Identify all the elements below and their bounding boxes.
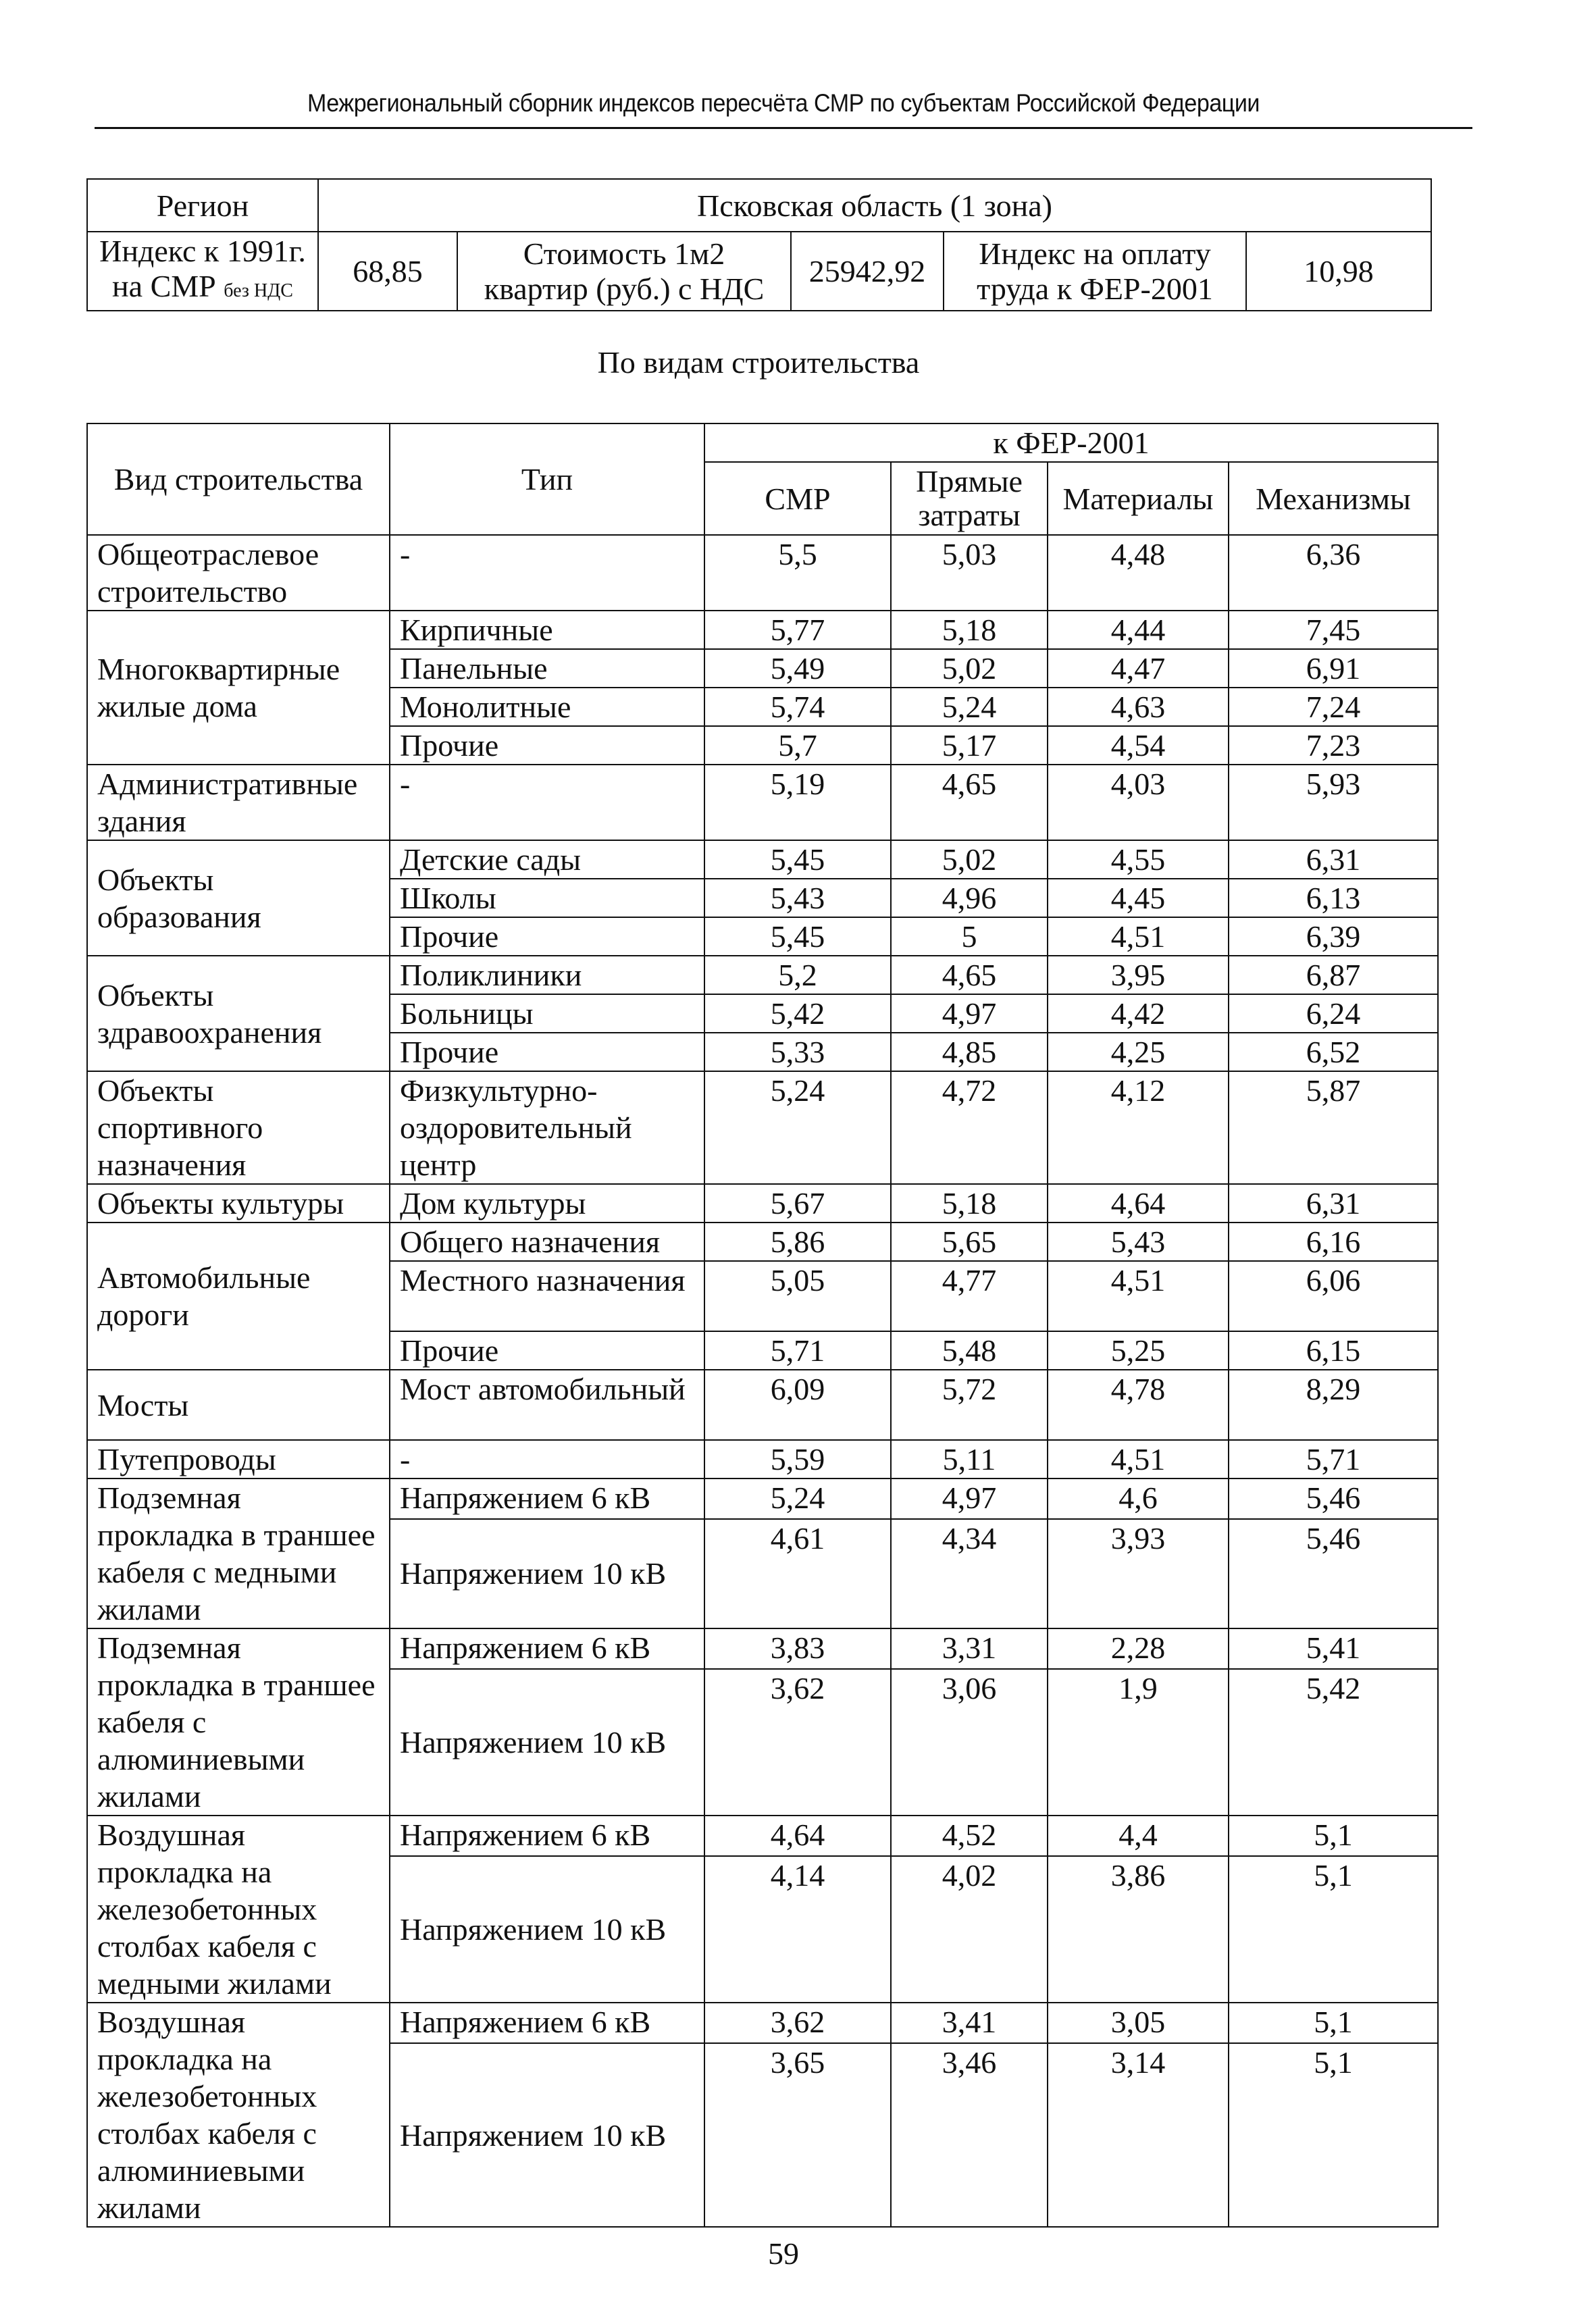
smr-cell: 5,2 [704,956,891,994]
type-cell: Поликлиники [390,956,704,994]
materials-cell: 4,63 [1048,688,1229,726]
machines-cell: 7,23 [1229,726,1438,765]
smr-cell: 5,05 [704,1261,891,1331]
direct-costs-cell: 4,97 [891,994,1048,1033]
type-cell: Мост автомобильный [390,1370,704,1440]
type-cell: Напряжением 10 кВ [390,1856,704,2003]
materials-cell: 3,95 [1048,956,1229,994]
machines-cell: 5,46 [1229,1519,1438,1628]
type-cell: Прочие [390,1033,704,1071]
type-cell: Детские сады [390,840,704,879]
type-cell: Напряжением 6 кВ [390,1816,704,1856]
region-summary-table [86,178,1432,311]
smr-cell: 5,59 [704,1440,891,1479]
construction-kind-cell: Объекты спортивного назначения [87,1071,390,1184]
machines-cell: 6,91 [1229,649,1438,688]
machines-cell: 5,93 [1229,765,1438,840]
direct-costs-cell: 4,77 [891,1261,1048,1331]
machines-cell: 6,39 [1229,917,1438,956]
smr-cell: 5,33 [704,1033,891,1071]
cost-label: Стоимость 1м2 квартир (руб.) с НДС [457,232,791,311]
materials-cell: 4,25 [1048,1033,1229,1071]
direct-costs-cell: 4,02 [891,1856,1048,2003]
type-cell: Прочие [390,1331,704,1370]
index-1991-value: 68,85 [318,232,457,311]
machines-cell: 6,06 [1229,1261,1438,1331]
materials-cell: 4,12 [1048,1071,1229,1184]
col-header-direct: Прямые затраты [891,462,1048,535]
type-cell: Школы [390,879,704,917]
type-cell: Панельные [390,649,704,688]
table-row [87,2003,1438,2043]
wage-index-value: 10,98 [1246,232,1431,311]
type-cell: Кирпичные [390,611,704,649]
materials-cell: 4,42 [1048,994,1229,1033]
col-header-machines: Механизмы [1229,462,1438,535]
header-rule [95,127,1472,129]
machines-cell: 5,41 [1229,1628,1438,1669]
direct-costs-cell: 3,41 [891,2003,1048,2043]
direct-costs-cell: 4,72 [891,1071,1048,1184]
type-cell: Напряжением 10 кВ [390,2043,704,2227]
construction-kind-cell: Многоквартирные жилые дома [87,611,390,765]
smr-cell: 5,49 [704,649,891,688]
table-row [87,956,1438,994]
table-row [87,1223,1438,1261]
table-row [87,1479,1438,1519]
smr-cell: 5,19 [704,765,891,840]
smr-cell: 5,77 [704,611,891,649]
materials-cell: 4,51 [1048,1261,1229,1331]
materials-cell: 3,86 [1048,1856,1229,2003]
wage-index-label: Индекс на оплату труда к ФЕР-2001 [944,232,1246,311]
smr-cell: 4,64 [704,1816,891,1856]
table-row [87,1071,1438,1184]
direct-costs-cell: 5,48 [891,1331,1048,1370]
machines-cell: 7,24 [1229,688,1438,726]
type-cell: Напряжением 10 кВ [390,1669,704,1816]
materials-cell: 3,93 [1048,1519,1229,1628]
materials-cell: 4,54 [1048,726,1229,765]
smr-cell: 3,83 [704,1628,891,1669]
smr-cell: 5,43 [704,879,891,917]
construction-kind-cell: Автомобильные дороги [87,1223,390,1370]
direct-costs-cell: 5,24 [891,688,1048,726]
direct-costs-cell: 5,18 [891,611,1048,649]
construction-kind-cell: Общеотраслевое строительство [87,535,390,611]
construction-kind-cell: Воздушная прокладка на железобетонных столбах кабеля с алюминиевыми жилами [87,2003,390,2227]
smr-cell: 5,24 [704,1479,891,1519]
smr-cell: 5,67 [704,1184,891,1223]
machines-cell: 6,31 [1229,1184,1438,1223]
construction-kind-cell: Воздушная прокладка на железобетонных столбах кабеля с медными жилами [87,1816,390,2003]
type-cell: Общего назначения [390,1223,704,1261]
region-value: Псковская область (1 зона) [318,179,1431,232]
direct-costs-cell: 5 [891,917,1048,956]
direct-costs-cell: 4,52 [891,1816,1048,1856]
region-label: Регион [87,179,318,232]
direct-costs-cell: 5,03 [891,535,1048,611]
materials-cell: 3,14 [1048,2043,1229,2227]
smr-cell: 5,24 [704,1071,891,1184]
construction-kind-cell: Административные здания [87,765,390,840]
type-cell: - [390,765,704,840]
col-header-fer-group: к ФЕР-2001 [704,423,1438,462]
materials-cell: 4,47 [1048,649,1229,688]
type-cell: Местного назначения [390,1261,704,1331]
construction-kind-cell: Подземная прокладка в траншее кабеля с алюминиевыми жилами [87,1628,390,1816]
machines-cell: 5,1 [1229,1816,1438,1856]
machines-cell: 6,36 [1229,535,1438,611]
machines-cell: 6,31 [1229,840,1438,879]
materials-cell: 2,28 [1048,1628,1229,1669]
smr-cell: 5,45 [704,840,891,879]
table-row [87,1370,1438,1440]
type-cell: - [390,1440,704,1479]
type-cell: Напряжением 6 кВ [390,1479,704,1519]
machines-cell: 5,1 [1229,2043,1438,2227]
table-row [87,765,1438,840]
materials-cell: 4,51 [1048,917,1229,956]
direct-costs-cell: 4,65 [891,956,1048,994]
construction-kind-cell: Путепроводы [87,1440,390,1479]
direct-costs-cell: 5,17 [891,726,1048,765]
smr-cell: 5,7 [704,726,891,765]
materials-cell: 4,55 [1048,840,1229,879]
materials-cell: 4,6 [1048,1479,1229,1519]
materials-cell: 4,51 [1048,1440,1229,1479]
type-cell: Больницы [390,994,704,1033]
table-row [87,611,1438,649]
construction-index-table [86,423,1439,2228]
construction-kind-cell: Мосты [87,1370,390,1440]
machines-cell: 8,29 [1229,1370,1438,1440]
smr-cell: 3,62 [704,2003,891,2043]
type-cell: Прочие [390,917,704,956]
machines-cell: 5,71 [1229,1440,1438,1479]
materials-cell: 5,25 [1048,1331,1229,1370]
machines-cell: 5,1 [1229,1856,1438,2003]
page-header: Межрегиональный сборник индексов пересчёта СМР по субъектам Российской Федерации [307,89,1260,117]
table-row [87,535,1438,611]
smr-cell: 4,14 [704,1856,891,2003]
type-cell: Монолитные [390,688,704,726]
cost-value: 25942,92 [791,232,944,311]
machines-cell: 5,87 [1229,1071,1438,1184]
type-cell: Напряжением 10 кВ [390,1519,704,1628]
direct-costs-cell: 5,11 [891,1440,1048,1479]
smr-cell: 5,5 [704,535,891,611]
col-header-type: Тип [390,423,704,535]
type-cell: Напряжением 6 кВ [390,2003,704,2043]
direct-costs-cell: 4,85 [891,1033,1048,1071]
type-cell: Прочие [390,726,704,765]
machines-cell: 6,52 [1229,1033,1438,1071]
materials-cell: 4,48 [1048,535,1229,611]
smr-cell: 5,86 [704,1223,891,1261]
type-cell: - [390,535,704,611]
materials-cell: 4,45 [1048,879,1229,917]
direct-costs-cell: 5,18 [891,1184,1048,1223]
machines-cell: 6,15 [1229,1331,1438,1370]
smr-cell: 3,65 [704,2043,891,2227]
machines-cell: 5,46 [1229,1479,1438,1519]
machines-cell: 5,42 [1229,1669,1438,1816]
section-subtitle: По видам строительства [597,345,920,380]
direct-costs-cell: 3,06 [891,1669,1048,1816]
materials-cell: 4,44 [1048,611,1229,649]
materials-cell: 3,05 [1048,2003,1229,2043]
direct-costs-cell: 4,96 [891,879,1048,917]
machines-cell: 6,13 [1229,879,1438,917]
materials-cell: 4,03 [1048,765,1229,840]
smr-cell: 5,74 [704,688,891,726]
direct-costs-cell: 4,97 [891,1479,1048,1519]
table-row [87,840,1438,879]
table-row [87,1184,1438,1223]
type-cell: Напряжением 6 кВ [390,1628,704,1669]
construction-kind-cell: Объекты здравоохранения [87,956,390,1071]
table-row [87,1816,1438,1856]
direct-costs-cell: 3,31 [891,1628,1048,1669]
smr-cell: 6,09 [704,1370,891,1440]
materials-cell: 1,9 [1048,1669,1229,1816]
machines-cell: 6,87 [1229,956,1438,994]
smr-cell: 5,42 [704,994,891,1033]
index-1991-label: Индекс к 1991г. на СМР без НДС [87,232,318,311]
materials-cell: 4,4 [1048,1816,1229,1856]
table-row [87,1628,1438,1669]
machines-cell: 6,16 [1229,1223,1438,1261]
direct-costs-cell: 5,65 [891,1223,1048,1261]
smr-cell: 3,62 [704,1669,891,1816]
page-number: 59 [768,2236,799,2271]
col-header-smr: СМР [704,462,891,535]
construction-kind-cell: Объекты культуры [87,1184,390,1223]
type-cell: Дом культуры [390,1184,704,1223]
table-row [87,1440,1438,1479]
direct-costs-cell: 4,34 [891,1519,1048,1628]
smr-cell: 5,45 [704,917,891,956]
construction-kind-cell: Подземная прокладка в траншее кабеля с медными жилами [87,1479,390,1628]
direct-costs-cell: 4,65 [891,765,1048,840]
machines-cell: 5,1 [1229,2003,1438,2043]
materials-cell: 5,43 [1048,1223,1229,1261]
materials-cell: 4,64 [1048,1184,1229,1223]
col-header-kind: Вид строительства [87,423,390,535]
type-cell: Физкультурно-оздоровительный центр [390,1071,704,1184]
construction-kind-cell: Объекты образования [87,840,390,956]
machines-cell: 7,45 [1229,611,1438,649]
smr-cell: 4,61 [704,1519,891,1628]
materials-cell: 4,78 [1048,1370,1229,1440]
col-header-materials: Материалы [1048,462,1229,535]
machines-cell: 6,24 [1229,994,1438,1033]
direct-costs-cell: 3,46 [891,2043,1048,2227]
direct-costs-cell: 5,02 [891,649,1048,688]
direct-costs-cell: 5,72 [891,1370,1048,1440]
direct-costs-cell: 5,02 [891,840,1048,879]
smr-cell: 5,71 [704,1331,891,1370]
